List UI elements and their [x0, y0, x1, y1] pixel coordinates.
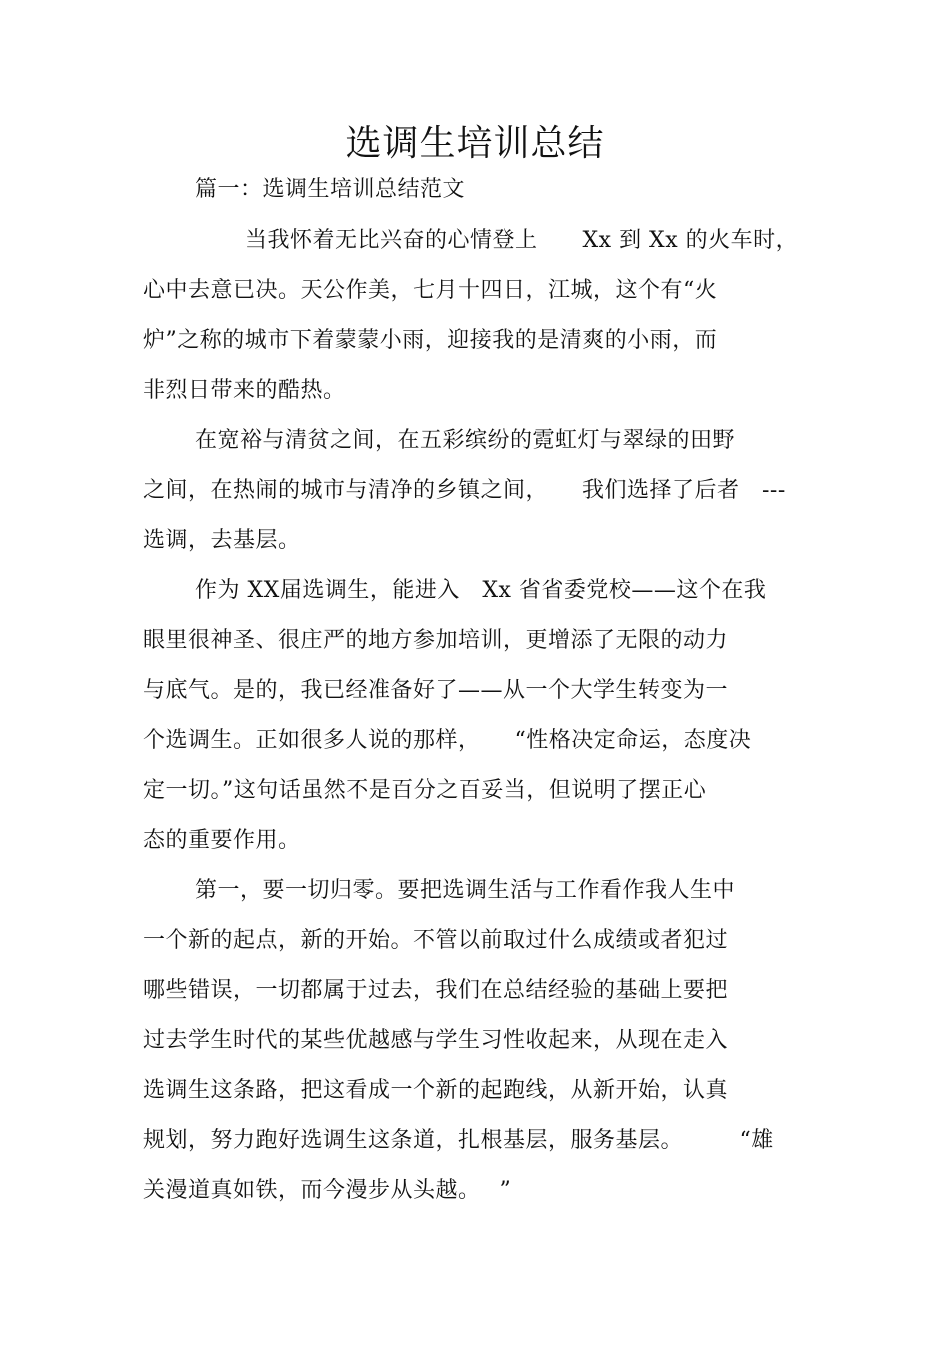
paragraph-line: 规划，努力跑好选调生这条道，扎根基层，服务基层。 “雄: [143, 1128, 774, 1153]
paragraph-line: 之间，在热闹的城市与清净的乡镇之间， 我们选择了后者 ---: [143, 478, 786, 503]
paragraph-line: 选调生这条路，把这看成一个新的起跑线，从新开始，认真: [143, 1078, 729, 1103]
document-title: 选调生培训总结: [345, 123, 605, 164]
paragraph-line: 个选调生。正如很多人说的那样， “性格决定命运，态度决: [143, 728, 752, 753]
paragraph-line: 当我怀着无比兴奋的心情登上 Xx 到 Xx 的火车时，: [245, 228, 799, 253]
paragraph-line: 炉”之称的城市下着蒙蒙小雨，迎接我的是清爽的小雨，而: [143, 328, 718, 353]
paragraph-line: 哪些错误，一切都属于过去，我们在总结经验的基础上要把: [143, 978, 729, 1003]
paragraph-line: 第一，要一切归零。要把选调生活与工作看作我人生中: [195, 878, 736, 903]
section-heading: 篇一：选调生培训总结范文: [195, 177, 466, 202]
paragraph-line: 选调，去基层。: [143, 528, 301, 553]
paragraph-line: 作为 XX届选调生，能进入 Xx 省省委党校——这个在我: [195, 578, 767, 603]
paragraph-line: 关漫道真如铁，而今漫步从头越。 ”: [143, 1178, 512, 1203]
paragraph-line: 眼里很神圣、很庄严的地方参加培训，更增添了无限的动力: [143, 628, 729, 653]
paragraph-line: 与底气。是的，我已经准备好了——从一个大学生转变为一: [143, 678, 729, 703]
paragraph-line: 心中去意已决。天公作美，七月十四日，江城，这个有“火: [143, 278, 718, 303]
paragraph-line: 过去学生时代的某些优越感与学生习性收起来，从现在走入: [143, 1028, 729, 1053]
paragraph-line: 态的重要作用。: [143, 828, 301, 853]
paragraph-line: 在宽裕与清贫之间，在五彩缤纷的霓虹灯与翠绿的田野: [195, 428, 736, 453]
paragraph-line: 非烈日带来的酷热。: [143, 378, 346, 403]
paragraph-line: 定一切。”这句话虽然不是百分之百妥当，但说明了摆正心: [143, 778, 707, 803]
paragraph-line: 一个新的起点，新的开始。不管以前取过什么成绩或者犯过: [143, 928, 729, 953]
